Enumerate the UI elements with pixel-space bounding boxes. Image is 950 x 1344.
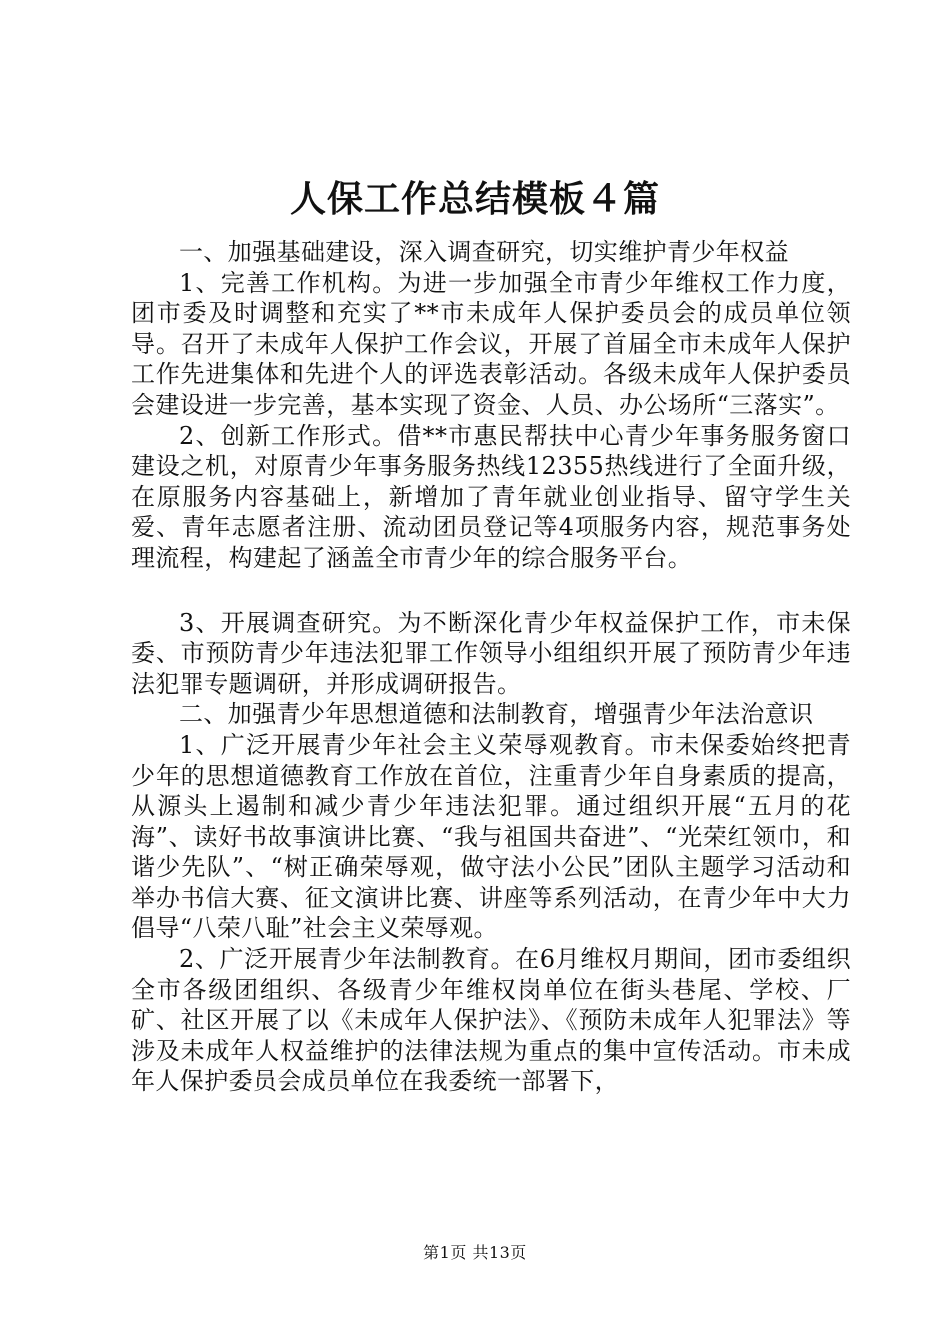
- paragraph-1-1: 1、完善工作机构。为进一步加强全市青少年维权工作力度，团市委及时调整和充实了**市未成年人保护委员会的成员单位领导。召开了未成年人保护工作会议，开展了首届全市未成年人保护工作先进集体和先进个人的评选表彰活动。各级未成年人保护委员会建设进一步完善，基本实现了资金、人员、办公场所“三落实”。: [131, 268, 851, 419]
- page-footer: 第1页 共13页: [423, 1243, 527, 1262]
- paragraph-gap: [131, 574, 851, 608]
- paragraph-2-1: 1、广泛开展青少年社会主义荣辱观教育。市未保委始终把青少年的思想道德教育工作放在首位，注重青少年自身素质的提高，从源头上遏制和减少青少年违法犯罪。通过组织开展“五月的花海”、读好书故事演讲比赛、“我与祖国共奋进”、“光荣红领巾，和谐少先队”、“树正确荣辱观，做守法小公民”团队主题学习活动和举办书信大赛、征文演讲比赛、讲座等系列活动，在青少年中大力倡导“八荣八耻”社会主义荣辱观。: [131, 730, 851, 943]
- paragraph-1-3: 3、开展调查研究。为不断深化青少年权益保护工作，市未保委、市预防青少年违法犯罪工作领导小组组织开展了预防青少年违法犯罪专题调研，并形成调研报告。: [131, 608, 851, 698]
- paragraph-1-2: 2、创新工作形式。借**市惠民帮扶中心青少年事务服务窗口建设之机，对原青少年事务服务热线12355热线进行了全面升级，在原服务内容基础上，新增加了青年就业创业指导、留守学生关爱、青年志愿者注册、流动团员登记等4项服务内容，规范事务处理流程，构建起了涵盖全市青少年的综合服务平台。: [131, 421, 851, 572]
- paragraph-2-2: 2、广泛开展青少年法制教育。在6月维权月期间，团市委组织全市各级团组织、各级青少年维权岗单位在街头巷尾、学校、厂矿、社区开展了以《未成年人保护法》、《预防未成年人犯罪法》等涉及未成年人权益维护的法律法规为重点的集中宣传活动。市未成年人保护委员会成员单位在我委统一部署下，: [131, 945, 851, 1096]
- section-heading-1: 一、加强基础建设，深入调查研究，切实维护青少年权益: [179, 238, 789, 266]
- section-heading-2: 二、加强青少年思想道德和法制教育，增强青少年法治意识: [179, 700, 814, 729]
- page-title: 人保工作总结模板４篇: [289, 178, 660, 220]
- document-body: [131, 237, 851, 1097]
